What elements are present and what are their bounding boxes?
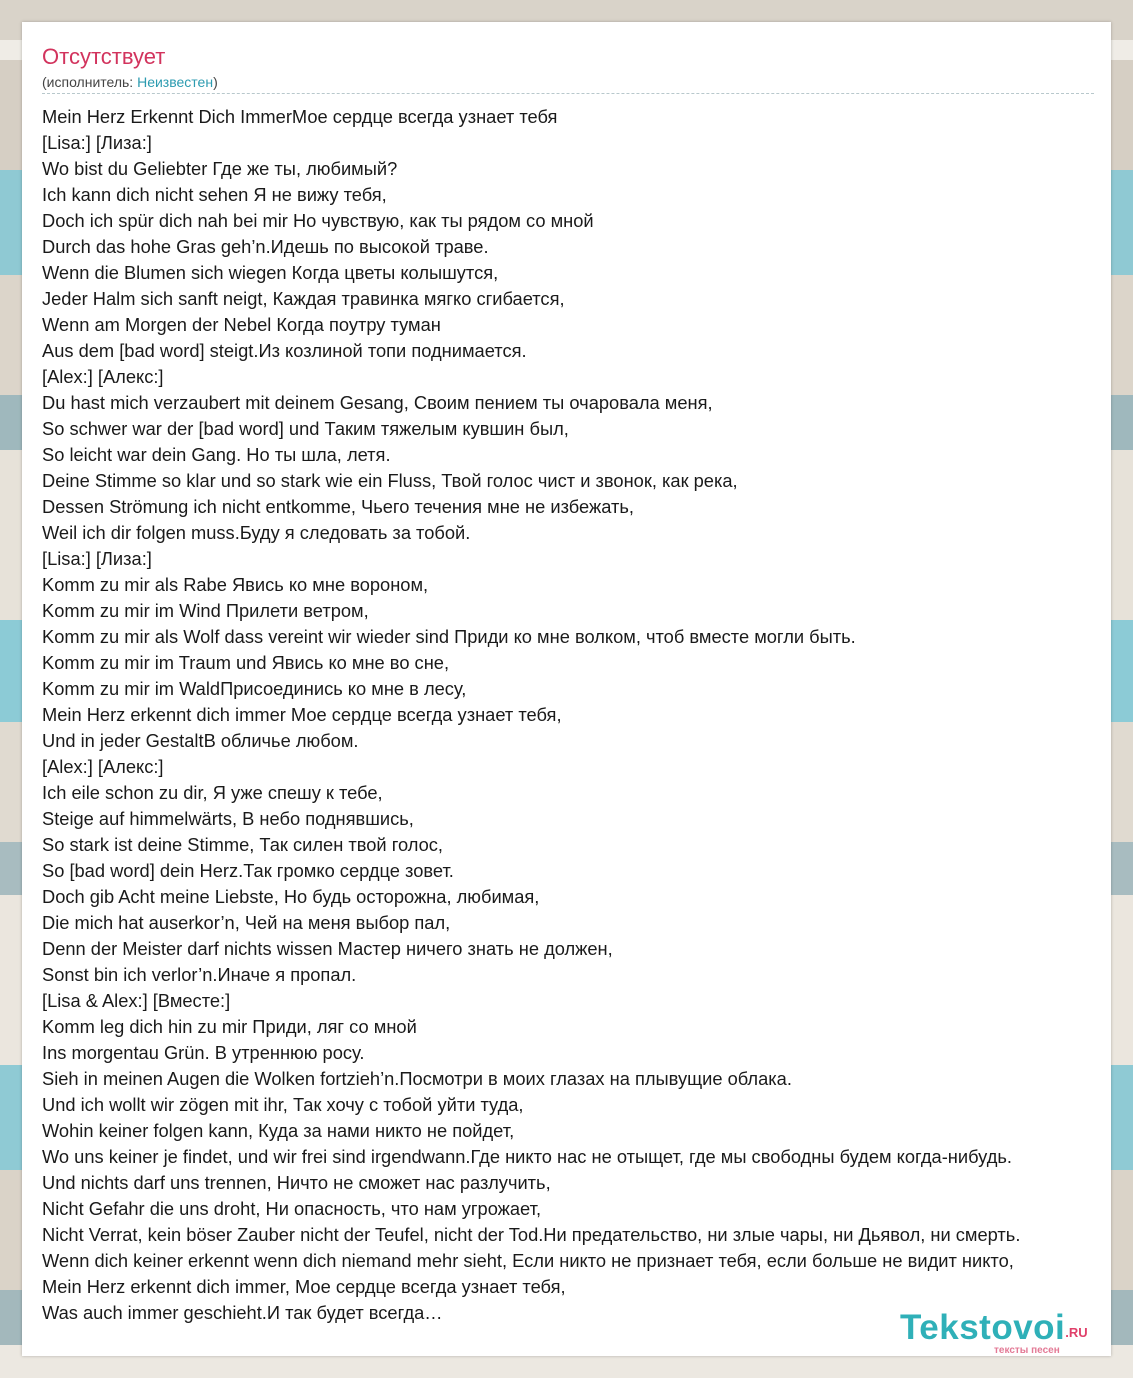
lyric-line: Komm zu mir als Rabe Явись ко мне вороном, — [42, 574, 429, 595]
lyric-line: Wo uns keiner je findet, und wir frei sind irgendwann.Где никто нас не отыщет, где мы свободны будем когда-нибудь. — [42, 1146, 1012, 1167]
lyric-line: Wenn dich keiner erkennt wenn dich niemand mehr sieht, Если никто не признает тебя, если больше не видит никто, — [42, 1250, 1014, 1271]
logo-tld: .RU — [1065, 1325, 1088, 1340]
lyric-line: Doch gib Acht meine Liebste, Но будь осторожна, любимая, — [42, 886, 540, 907]
header-divider — [42, 93, 1094, 94]
lyric-line: Sieh in meinen Augen die Wolken fortzieh’n.Посмотри в моих глазах на плывущие облака. — [42, 1068, 792, 1089]
lyric-line: Steige auf himmelwärts, В небо поднявшись, — [42, 808, 414, 829]
performer-link[interactable]: Неизвестен — [137, 74, 214, 90]
lyric-line: [Alex:] [Алекс:] — [42, 366, 164, 387]
lyric-line: [Lisa:] [Лиза:] — [42, 548, 152, 569]
lyric-line: Sonst bin ich verlor’n.Иначе я пропал. — [42, 964, 357, 985]
lyric-line: Und ich wollt wir zögen mit ihr, Так хочу с тобой уйти туда, — [42, 1094, 524, 1115]
lyric-line: Wohin keiner folgen kann, Куда за нами никто не пойдет, — [42, 1120, 515, 1141]
lyric-line: Komm zu mir als Wolf dass vereint wir wieder sind Приди ко мне волком, чтоб вместе могли быть. — [42, 626, 856, 647]
lyric-line: Dessen Strömung ich nicht entkomme, Чьего течения мне не избежать, — [42, 496, 634, 517]
lyric-line: Nicht Verrat, kein böser Zauber nicht der Teufel, nicht der Tod.Ни предательство, ни злые чары, ни Дьявол, ни смерть. — [42, 1224, 1021, 1245]
lyric-line: Komm leg dich hin zu mir Приди, ляг со мной — [42, 1016, 417, 1037]
lyric-line: So [bad word] dein Herz.Так громко сердце зовет. — [42, 860, 454, 881]
lyric-line: Und nichts darf uns trennen, Ничто не сможет нас разлучить, — [42, 1172, 551, 1193]
lyric-line: [Alex:] [Алекс:] — [42, 756, 164, 777]
lyric-line: Jeder Halm sich sanft neigt, Каждая травинка мягко сгибается, — [42, 288, 565, 309]
logo-name: Tekstovoi — [900, 1308, 1066, 1347]
lyric-line: Ins morgentau Grün. В утреннюю росу. — [42, 1042, 365, 1063]
performer-prefix: (исполнитель: — [42, 74, 138, 90]
lyric-line: Ich eile schon zu dir, Я уже спешу к тебе, — [42, 782, 383, 803]
lyric-line: Weil ich dir folgen muss.Буду я следовать за тобой. — [42, 522, 471, 543]
lyric-line: Doch ich spür dich nah bei mir Но чувствую, как ты рядом со мной — [42, 210, 594, 231]
lyric-line: Wo bist du Geliebter Где же ты, любимый? — [42, 158, 398, 179]
lyric-line: [Lisa & Alex:] [Вместе:] — [42, 990, 231, 1011]
lyric-line: Komm zu mir im Wind Прилети ветром, — [42, 600, 369, 621]
site-logo[interactable] — [900, 1308, 1110, 1356]
lyric-line: Komm zu mir im WaldПрисоединись ко мне в лесу, — [42, 678, 467, 699]
lyric-line: Was auch immer geschieht.И так будет всегда… — [42, 1302, 443, 1323]
lyric-line: Denn der Meister darf nichts wissen Мастер ничего знать не должен, — [42, 938, 613, 959]
lyrics-card — [22, 22, 1111, 1356]
lyric-line: Wenn am Morgen der Nebel Когда поутру туман — [42, 314, 441, 335]
lyric-line: Aus dem [bad word] steigt.Из козлиной топи поднимается. — [42, 340, 527, 361]
performer-line — [42, 73, 218, 91]
logo-tagline: тексты песен — [994, 1345, 1060, 1356]
lyric-line: Ich kann dich nicht sehen Я не вижу тебя, — [42, 184, 387, 205]
lyrics-text — [42, 104, 1122, 1326]
song-title: Отсутствует — [42, 44, 166, 69]
lyric-line: So schwer war der [bad word] und Таким тяжелым кувшин был, — [42, 418, 569, 439]
lyric-line: Deine Stimme so klar und so stark wie ein Fluss, Твой голос чист и звонок, как река, — [42, 470, 738, 491]
lyric-line: Mein Herz erkennt dich immer Мое сердце всегда узнает тебя, — [42, 704, 562, 725]
lyric-line: Und in jeder GestaltВ обличье любом. — [42, 730, 359, 751]
lyric-line: Durch das hohe Gras geh’n.Идешь по высокой траве. — [42, 236, 489, 257]
lyric-line: [Lisa:] [Лиза:] — [42, 132, 152, 153]
lyric-line: Mein Herz Erkennt Dich ImmerМое сердце всегда узнает тебя — [42, 106, 558, 127]
lyric-line: So stark ist deine Stimme, Так силен твой голос, — [42, 834, 443, 855]
lyric-line: So leicht war dein Gang. Но ты шла, летя. — [42, 444, 391, 465]
lyric-line: Komm zu mir im Traum und Явись ко мне во сне, — [42, 652, 450, 673]
lyric-line: Die mich hat auserkor’n, Чей на меня выбор пал, — [42, 912, 451, 933]
lyric-line: Nicht Gefahr die uns droht, Ни опасность, что нам угрожает, — [42, 1198, 542, 1219]
lyric-line: Du hast mich verzaubert mit deinem Gesang, Своим пением ты очаровала меня, — [42, 392, 713, 413]
lyric-line: Mein Herz erkennt dich immer, Мое сердце всегда узнает тебя, — [42, 1276, 566, 1297]
performer-suffix: ) — [213, 74, 218, 90]
lyric-line: Wenn die Blumen sich wiegen Когда цветы колышутся, — [42, 262, 499, 283]
